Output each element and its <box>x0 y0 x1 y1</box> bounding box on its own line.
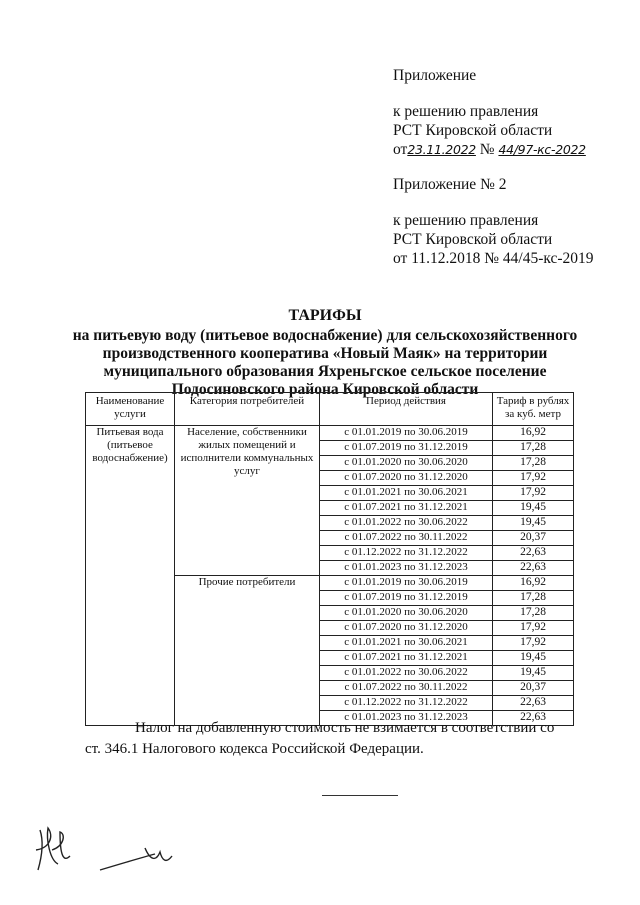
tariff-cell: 19,45 <box>493 651 574 666</box>
decision-line-2: РСТ Кировской области <box>393 122 553 139</box>
tariff-cell: 17,28 <box>493 441 574 456</box>
title-line-2: производственного кооператива «Новый Маяк» на территории <box>102 345 548 362</box>
tariff-cell: 22,63 <box>493 561 574 576</box>
vat-note-line-1: Налог на добавленную стоимость не взимается в соответствии со <box>135 720 555 736</box>
tariff-cell: 22,63 <box>493 711 574 726</box>
tariff-cell: 17,28 <box>493 456 574 471</box>
title-line-3: муниципального образования Яхреньгское сельское поселение <box>103 363 547 380</box>
period-cell: с 01.01.2021 по 30.06.2021 <box>320 636 493 651</box>
tariff-cell: 22,63 <box>493 546 574 561</box>
vat-note-line-2: ст. 346.1 Налогового кодекса Российской Федерации. <box>85 741 424 757</box>
tariff-cell: 16,92 <box>493 576 574 591</box>
table-header-row <box>86 393 574 426</box>
period-cell: с 01.07.2019 по 31.12.2019 <box>320 591 493 606</box>
tariff-cell: 20,37 <box>493 531 574 546</box>
decision-line-1: к решению правления <box>393 103 539 120</box>
title-main: ТАРИФЫ <box>288 307 362 324</box>
header-category: Категория потребителей <box>175 393 320 426</box>
tariff-cell: 17,92 <box>493 636 574 651</box>
decision-date-prefix: от <box>393 141 408 158</box>
period-cell: с 01.12.2022 по 31.12.2022 <box>320 546 493 561</box>
table-body <box>86 426 574 726</box>
category-cell: Прочие потребители <box>175 576 320 726</box>
period-cell: с 01.07.2021 по 31.12.2021 <box>320 651 493 666</box>
period-cell: с 01.01.2022 по 30.06.2022 <box>320 666 493 681</box>
period-cell: с 01.07.2022 по 30.11.2022 <box>320 681 493 696</box>
tariff-cell: 19,45 <box>493 501 574 516</box>
title-line-4: Подосиновского района Кировской области <box>171 381 479 398</box>
period-cell: с 01.01.2020 по 30.06.2020 <box>320 606 493 621</box>
original-decision-line-3: от 11.12.2018 № 44/45-кс-2019 <box>393 250 594 267</box>
period-cell: с 01.01.2019 по 30.06.2019 <box>320 426 493 441</box>
tariff-table <box>85 392 574 726</box>
original-decision-line-2: РСТ Кировской области <box>393 231 553 248</box>
period-cell: с 01.01.2019 по 30.06.2019 <box>320 576 493 591</box>
period-cell: с 01.12.2022 по 31.12.2022 <box>320 696 493 711</box>
tariff-cell: 17,28 <box>493 606 574 621</box>
period-cell: с 01.07.2019 по 31.12.2019 <box>320 441 493 456</box>
decision-number-prefix: № <box>479 141 495 158</box>
period-cell: с 01.07.2021 по 31.12.2021 <box>320 501 493 516</box>
decision-number: 44/97-кс-2022 <box>498 142 586 157</box>
signature-mark <box>30 820 190 880</box>
tariff-cell: 17,92 <box>493 621 574 636</box>
tariff-cell: 17,28 <box>493 591 574 606</box>
period-cell: с 01.07.2020 по 31.12.2020 <box>320 471 493 486</box>
period-cell: с 01.01.2021 по 30.06.2021 <box>320 486 493 501</box>
vat-note <box>85 718 590 760</box>
period-cell: с 01.01.2022 по 30.06.2022 <box>320 516 493 531</box>
tariff-cell: 22,63 <box>493 696 574 711</box>
decision-date-line <box>393 140 586 159</box>
table-row <box>86 426 574 441</box>
appendix-2-label: Приложение № 2 <box>393 176 507 193</box>
tariff-cell: 16,92 <box>493 426 574 441</box>
title-line-1: на питьевую воду (питьевое водоснабжение) для сельскохозяйственного <box>72 327 578 344</box>
decision-date: 23.11.2022 <box>407 142 476 157</box>
tariff-cell: 17,92 <box>493 486 574 501</box>
tariff-cell: 19,45 <box>493 666 574 681</box>
tariff-cell: 19,45 <box>493 516 574 531</box>
separator-line <box>322 795 398 796</box>
service-name-cell: Питьевая вода (питьевое водоснабжение) <box>86 426 175 726</box>
period-cell: с 01.01.2023 по 31.12.2023 <box>320 561 493 576</box>
tariff-cell: 20,37 <box>493 681 574 696</box>
header-period: Период действия <box>320 393 493 426</box>
period-cell: с 01.01.2023 по 31.12.2023 <box>320 711 493 726</box>
period-cell: с 01.07.2022 по 30.11.2022 <box>320 531 493 546</box>
header-tariff: Тариф в рублях за куб. метр <box>493 393 574 426</box>
appendix-label: Приложение <box>393 67 477 84</box>
period-cell: с 01.01.2020 по 30.06.2020 <box>320 456 493 471</box>
tariff-cell: 17,92 <box>493 471 574 486</box>
header-service: Наименование услуги <box>86 393 175 426</box>
document-title <box>70 307 580 399</box>
period-cell: с 01.07.2020 по 31.12.2020 <box>320 621 493 636</box>
category-cell: Население, собственники жилых помещений и исполнители коммунальных услуг <box>175 426 320 576</box>
original-decision-line-1: к решению правления <box>393 212 539 229</box>
